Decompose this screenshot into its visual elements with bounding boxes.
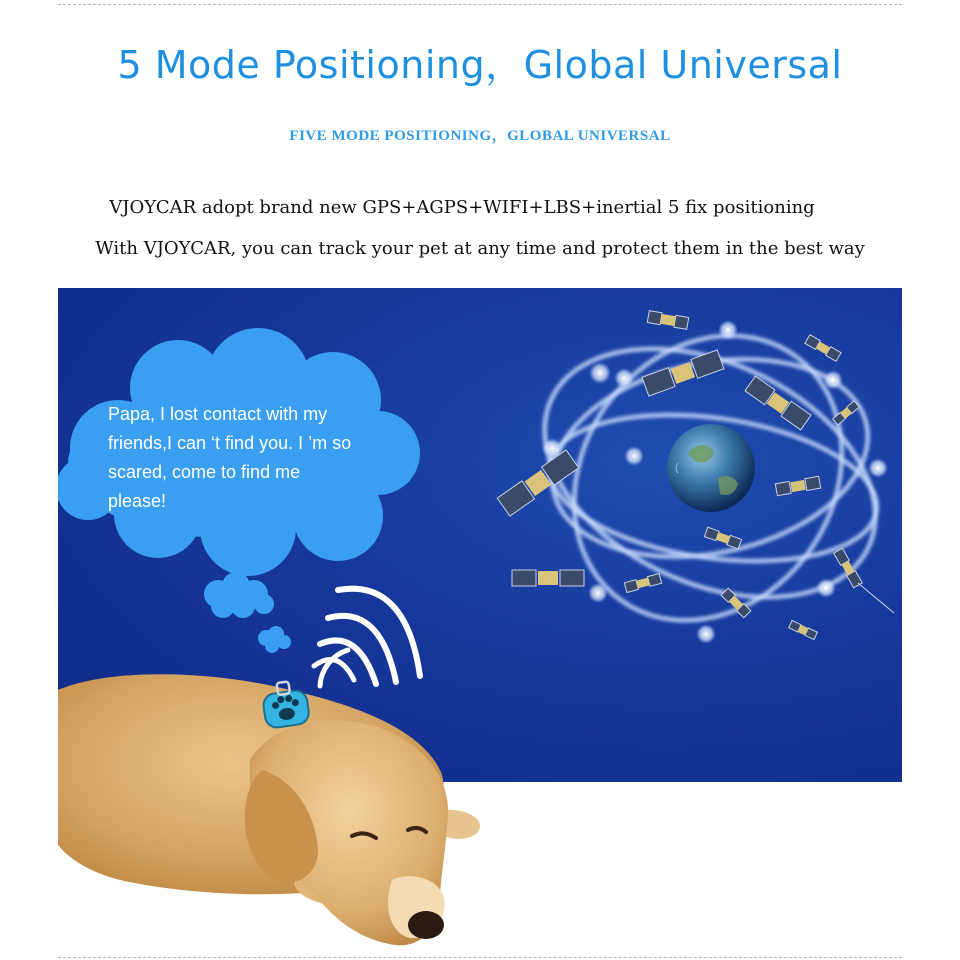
speech-bubble-text [108,400,408,516]
bottom-divider [58,957,902,958]
description-line-2: With VJOYCAR, you can track your pet at any time and protect them in the best way [95,238,865,259]
page-subtitle: FIVE MODE POSITIONING，GLOBAL UNIVERSAL [289,128,671,144]
thought-cloud-small [258,626,291,653]
speech-line: friends,I can ‘t find you. I ’m so [108,433,352,453]
signal-waves-icon [314,589,420,686]
thought-cloud-medium [204,572,274,618]
speech-line: Papa, I lost contact with my [108,404,328,424]
earth-icon [667,424,755,512]
top-divider [58,4,902,5]
speech-line: please! [108,491,167,511]
page-title: 5 Mode Positioning，Global Universal [117,43,843,87]
hero-illustration [58,288,902,782]
scene-art [58,288,902,782]
speech-line: scared, come to find me [108,462,301,482]
description-line-1: VJOYCAR adopt brand new GPS+AGPS+WIFI+LBS+inertial 5 fix positioning [109,197,815,218]
